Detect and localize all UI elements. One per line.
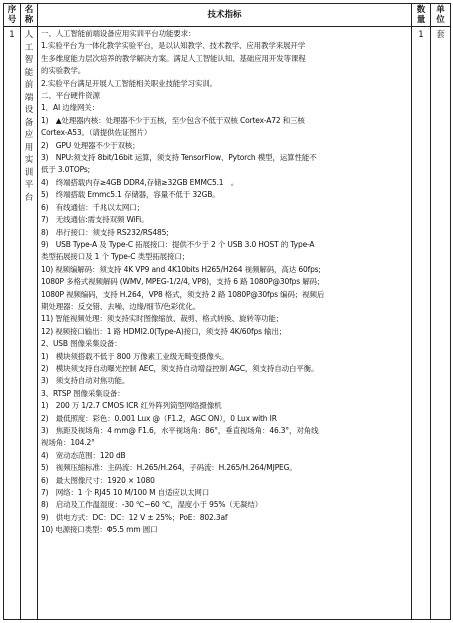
header-name: [21, 4, 38, 27]
row-name-char: 应: [24, 130, 34, 140]
spec-line: 9) 供电方式：DC：DC：12 V ± 25%；PoE：802.3af: [41, 512, 228, 522]
spec-line: 二、平台硬件资源: [41, 91, 100, 101]
spec-line: 2、USB 图像采集设备：: [41, 339, 122, 349]
header-unit-char: 位: [436, 15, 445, 25]
spec-line: 3) NPU:须支持 8bit/16bit 运算，须支持 TensorFlow、Pytorch 模型，运算性能不: [41, 153, 317, 163]
row-name-char: 平: [24, 180, 34, 190]
spec-line: 生多维度能力层次培养的教学解决方案。满足人工智能认知、基础应用开发等课程: [41, 53, 306, 63]
row-name: [21, 27, 38, 620]
spec-line: 3) 焦距及视场角：4 mm@ F1.6，水平视场角：86°，垂直视场角：46.3°，对角线: [41, 426, 319, 435]
spec-line: 4) 终端搭载内存≥4GB DDR4,存储≥32GB EMMC5.1 。: [41, 177, 239, 187]
spec-line: 6) 最大图像尺寸：1920 × 1080: [41, 475, 155, 485]
row-name-char: 训: [24, 167, 34, 178]
spec-line: 低于 3.0TOPs;: [41, 165, 90, 175]
row-name-char: 工: [24, 42, 34, 53]
header-row: [4, 4, 451, 27]
header-name-char: 名: [24, 5, 34, 15]
header-qty-char: 数: [416, 5, 426, 15]
spec-line: 8) 启动及工作温湿度：-30 ℃~60 ℃，湿度小于 95%（无凝结）: [41, 500, 263, 510]
spec-line: 2) 最低照度：彩色：0.001 Lux @（F1.2，AGC ON），0 Lux with IR: [41, 413, 277, 423]
spec-line: 10) 视频编解码：须支持 4K VP9 and 4K10bits H265/H264 视频解码，高达 60fps;: [41, 264, 321, 274]
header-seq-char: 序: [7, 5, 17, 15]
spec-line: 4) 宽动态范围：120 dB: [41, 450, 126, 460]
spec-line: 2) GPU 处理器不少于双核；: [41, 140, 140, 150]
row-spec: [38, 27, 412, 620]
row-name-char: 智: [24, 55, 34, 65]
spec-line: 9) USB Type-A 及 Type-C 拓展接口：提供不少于 2 个 USB 3.0 HOST 的 Type-A: [41, 239, 315, 249]
spec-line: 1.实验平台为一体化教学实验平台，是以认知教学、技术教学、应用教学来展开学: [41, 41, 306, 51]
spec-line: 5) 视频压缩标准：主码流：H.265/H.264，子码流：H.265/H.264/MJPEG。: [41, 463, 297, 473]
spec-line: 3) 须支持自动对焦功能。: [41, 376, 130, 386]
row-name-char: 用: [24, 142, 34, 153]
spec-line: 10) 电源接口类型：Φ5.5 mm 圆口: [41, 525, 158, 535]
row-name-char: 台: [24, 192, 34, 203]
spec-line: 12) 视频接口输出：1 路 HDMI2.0(Type-A)接口，须支持 4K/60fps 输出；: [41, 326, 287, 336]
header-unit: [431, 4, 451, 27]
spec-line: 的实验教学。: [41, 66, 86, 76]
row-name-char: 人: [24, 30, 34, 40]
header-seq: [4, 4, 21, 27]
spec-line: 1) 模块须搭载不低于 800 万像素工业级无畸变摄像头。: [41, 351, 229, 361]
header-qty: [412, 4, 431, 27]
spec-line: 1．AI 边缘网关：: [41, 103, 99, 113]
spec-line: 7) 无线通信:需支持双频 WiFi。: [41, 215, 149, 225]
spec-line: 6) 有线通信：千兆以太网口；: [41, 202, 144, 212]
spec-table: [3, 3, 451, 620]
spec-line: 8) 串行接口：须支持 RS232/RS485;: [41, 227, 169, 237]
header-unit-char: 单: [436, 5, 445, 15]
header-name-char: 称: [24, 15, 34, 25]
row-name-char: 备: [24, 117, 34, 128]
row-unit: 套: [431, 27, 451, 620]
spec-line: 1080P 多格式视频解码 (WMV, MPEG-1/2/4, VP8)，支持 6 路 1080P@30fps 解码；: [41, 277, 325, 287]
table-row: [4, 27, 451, 620]
spec-line: 5) 终端搭载 Emmc5.1 存储器，容量不低于 32GB。: [41, 190, 220, 200]
spec-line: 7) 网络：1 个 RJ45 10 M/100 M 自适应以太网口: [41, 488, 210, 498]
row-name-char: 前: [24, 80, 34, 90]
header-qty-char: 量: [416, 15, 426, 25]
spec-line: 2) 模块须支持自动曝光控制 AEC，须支持自动增益控制 AGC，须支持自动白平衡。: [41, 363, 319, 373]
row-seq: 1: [4, 27, 21, 620]
spec-line: 2.实验平台满足开展人工智能相关职业技能学习实训。: [41, 78, 217, 88]
row-name-char: 能: [24, 67, 34, 78]
header-seq-char: 号: [7, 15, 17, 25]
spec-line: 期处理器：反交错、去噪、边缘/细节/色彩优化。: [41, 301, 201, 311]
row-name-char: 端: [24, 92, 34, 103]
spec-line: 3、RTSP 图像采集设备：: [41, 388, 125, 398]
spec-line: 类型拓展接口及 1 个 Type-C 类型拓展接口；: [41, 252, 190, 262]
row-name-char: 设: [24, 105, 34, 115]
spec-line: 1080P 视频编码，支持 H.264，VP8 格式，须支持 2 路 1080P@30fps 编码；视频后: [41, 289, 325, 299]
spec-line: 1) ▲处理器内核：处理器不少于五核，至少包含不低于双核 Cortex-A72 和三核: [41, 115, 305, 125]
header-spec: 技术指标: [38, 4, 412, 27]
spec-line: 1) 200 万 1/2.7 CMOS ICR 红外阵列筒型网络摄像机: [41, 401, 222, 411]
spec-line: 一、人工智能前端设备应用实训平台功能要求：: [41, 29, 196, 38]
spec-line: 11) 智能视频处理：须支持实时图像缩放、裁剪、格式转换、旋转等功能；: [41, 314, 284, 324]
row-name-char: 实: [24, 155, 34, 165]
spec-line: 视场角：104.2°: [41, 438, 95, 448]
row-qty: 1: [412, 27, 431, 620]
spec-line: Cortex-A53。（请提供佐证图片）: [41, 128, 152, 138]
